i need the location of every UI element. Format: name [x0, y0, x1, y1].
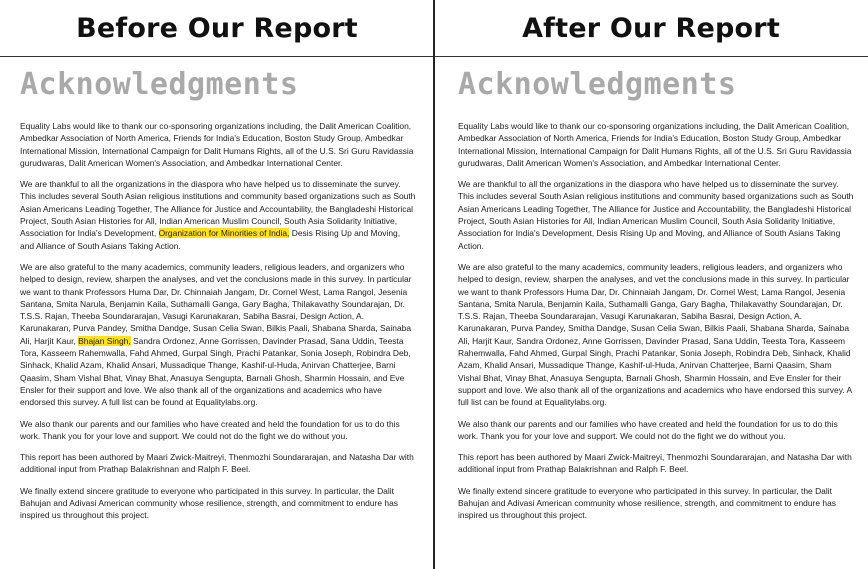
after-panel — [434, 0, 868, 569]
before-paragraph-5: This report has been authored by Maari Zwick-Maitreyi, Thenmozhi Soundararajan, and Natasha Dar with additional input from Prathap Balakrishnan and Ralph F. Beel. — [20, 452, 414, 475]
after-page — [434, 57, 868, 522]
before-p2-text-b: Desis Rising Up and Moving, and Alliance of South Asians Taking Action. — [20, 228, 401, 251]
after-paragraph-5: This report has been authored by Maari Zwick-Maitreyi, Thenmozhi Soundararajan, and Natasha Dar with additional input from Prathap Balakrishnan and Ralph F. Beel. — [458, 452, 852, 475]
before-p3-text-a: We are also grateful to the many academics, community leaders, religious leaders, and organizers who helped to design, review, sharpen the analyses, and vet the conclusions made in this survey. In particular we want to thank Professors Huma Dar, Dr. Chinnaiah Jangam, Dr. Cornel West, Lama Rangol, Jesenia Santana, Smita Narula, Benjamin Kaila, Suthamalli Ganga, Gary Bagha, Thilakavathy Soundarajan, Dr. T.S.S. Rajan, Theeba Soundararajan, Vasugi Karunakaran, Sabiha Basrai, Design Action, A. Karunakaran, Purva Pandey, Smitha Dandge, Susan Celia Swan, Bilkis Paali, Shabana Sharda, Sainaba Ali, Harjit Kaur, — [20, 261, 412, 346]
after-paragraph-4: We also thank our parents and our families who have created and held the foundation for us to do this work. Thank you for your love and support. We could not do the fight we do without you. — [458, 418, 838, 441]
after-paragraph-1: Equality Labs would like to thank our co-sponsoring organizations including, the Dalit American Coalition, Ambedkar Association of North America, Friends for India's Education, Boston Study Group, Ambedkar International Mission, International Campaign for Dalit Humans Rights, all of the U.S. Sri Guru Ravidassia gurudwaras, Dalit American Women's Association, and Ambedkar International Center. — [458, 121, 852, 168]
highlighted-organization: Organization for Minorities of India, — [158, 228, 290, 239]
highlighted-name: Bhajan Singh, — [78, 335, 131, 346]
after-paragraph-3: We are also grateful to the many academics, community leaders, religious leaders, and organizers who helped to design, review, sharpen the analyses, and vet the conclusions made in this survey. In particular we want to thank Professors Huma Dar, Dr. Chinnaiah Jangam, Dr. Cornel West, Lama Rangol, Jesenia Santana, Smita Narula, Benjamin Kaila, Suthamalli Ganga, Gary Bagha, Thilakavathy Soundarajan, Dr. T.S.S. Rajan, Theeba Soundararajan, Vasugi Karunakaran, Sabiha Basrai, Design Action, A. Karunakaran, Purva Pandey, Smitha Dandge, Susan Celia Swan, Bilkis Paali, Shabana Sharda, Sainaba Ali, Harjit Kaur, Sandra Ordonez, Anne Gorrissen, Davinder Prasad, Sana Uddin, Teesta Tora, Kasseem Rahemwalla, Fahd Ahmed, Gurpal Singh, Prachi Patankar, Sonia Joseph, Robindra Deb, Sinhack, Khalid Azam, Khalid Ansari, Mussadique Thange, Kashif-ul-Huda, Anirvan Chatterjee, Barni Qaasim, Sham Vishal Bhat, Vinay Bhat, Anasuya Sengupta, Barnali Ghosh, Sharmin Hossain, and Eve Ensler for their support and love. We also thank all of the organizations and academics who have endorsed this survey. A full list can be found at Equalitylabs.org. — [458, 261, 852, 408]
after-paragraph-2: We are thankful to all the organizations in the diaspora who have helped us to disseminate the survey. This includes several South Asian religious institutions and community based organizations such as South Asian Americans Leading Together, The Alliance for Justice and Accountability, the Bangladeshi Historical Project, South Asian Histories for All, Indian American Muslim Council, South Asia Solidarity Initiative, Association for India's Development, Desis Rising Up and Moving, and Alliance of South Asians Taking Action. — [458, 179, 854, 251]
before-paragraph-4: We also thank our parents and our families who have created and held the foundation for us to do this work. Thank you for your love and support. We could not do the fight we do without you. — [20, 418, 400, 441]
after-paragraph-6: We finally extend sincere gratitude to everyone who participated in this survey. In particular, the Dalit Bahujan and Adivasi American community whose resilience, strength, and commitment to endure has inspired us throughout this project. — [458, 485, 837, 521]
after-header: After Our Report — [434, 0, 868, 57]
before-paragraph-6: We finally extend sincere gratitude to everyone who participated in this survey. In particular, the Dalit Bahujan and Adivasi American community whose resilience, strength, and commitment to endure has inspired us throughout this project. — [20, 485, 399, 521]
before-doc-title: Acknowledgments — [20, 67, 299, 102]
before-p2-text-a: We are thankful to all the organizations in the diaspora who have helped us to disseminate the survey. This includes several South Asian religious institutions and community based organizations such as South Asian Americans Leading Together, The Alliance for Justice and Accountability, the Bangladeshi Historical Project, South Asian Histories for All, Indian American Muslim Council, South Asia Solidarity Initiative, Association for India's Development, — [20, 179, 416, 239]
before-paragraph-2 — [20, 178, 416, 252]
before-paragraph-1: Equality Labs would like to thank our co-sponsoring organizations including, the Dalit American Coalition, Ambedkar Association of North America, Friends for India's Education, Boston Study Group, Ambedkar International Mission, International Campaign for Dalit Humans Rights, all of the U.S. Sri Guru Ravidassia gurudwaras, Dalit American Women's Association, and Ambedkar International Center. — [20, 121, 414, 168]
before-paragraph-3 — [20, 261, 416, 409]
before-page — [0, 57, 434, 522]
before-header: Before Our Report — [0, 0, 434, 57]
before-p3-text-b: Sandra Ordonez, Anne Gorrissen, Davinder Prasad, Sana Uddin, Teesta Tora, Kasseem Rahemwalla, Fahd Ahmed, Gurpal Singh, Prachi Patankar, Sonia Joseph, Robindra Deb, Sinhack, Khalid Azam, Khalid Ansari, Mussadique Thange, Kashif-ul-Huda, Anirvan Chatterjee, Barni Qaasim, Sham Vishal Bhat, Vinay Bhat, Anasuya Sengupta, Barnali Ghosh, Sharmin Hossain, and Eve Ensler for their support and love. We also thank all of the organizations and academics who have endorsed this survey. A full list can be found at Equalitylabs.org. — [20, 335, 411, 408]
after-doc-title: Acknowledgments — [458, 67, 737, 102]
